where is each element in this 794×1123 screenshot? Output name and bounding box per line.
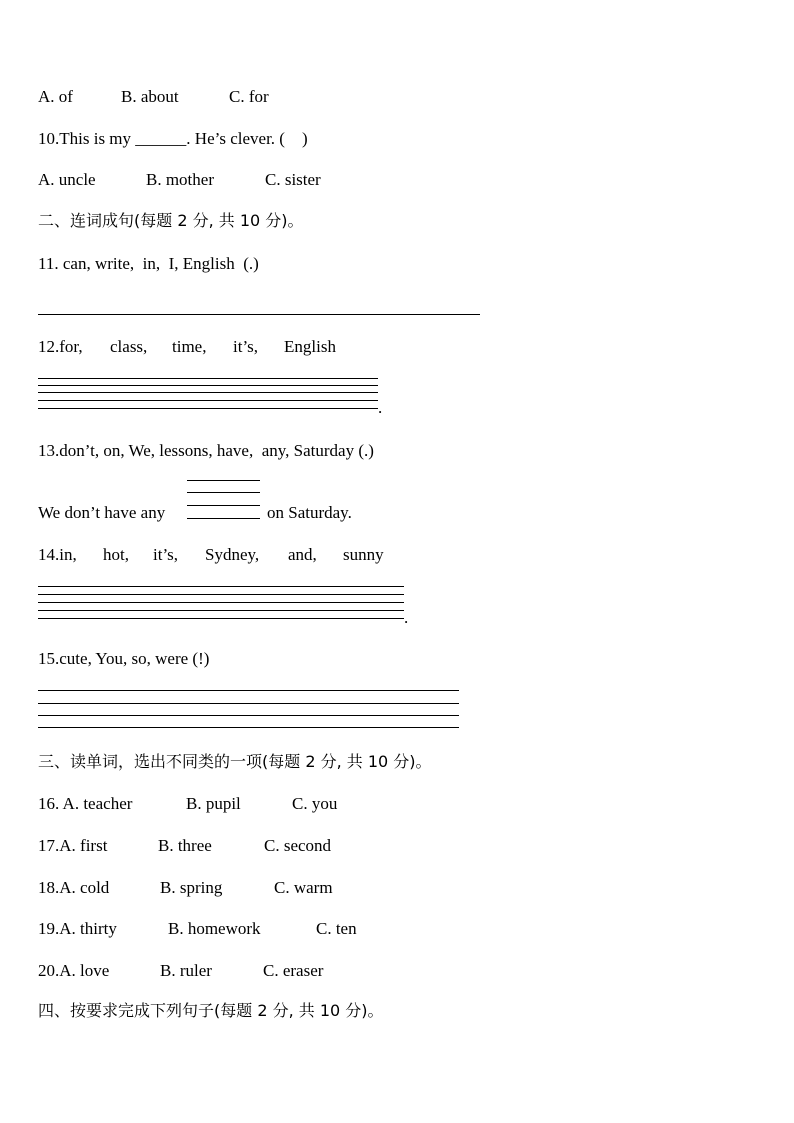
answer-line[interactable]: [38, 703, 459, 704]
answer-line[interactable]: [187, 492, 260, 493]
answer-line[interactable]: [187, 518, 260, 519]
q12-word: 12.for,: [38, 337, 83, 356]
q10-option-b: B. mother: [146, 170, 214, 189]
option-c: C. you: [292, 794, 338, 813]
option-c: C. ten: [316, 919, 357, 938]
q13-sentence-start: We don’t have any: [38, 503, 166, 522]
q9-option-b: B. about: [121, 87, 179, 106]
q13-sentence-end: on Saturday.: [267, 503, 352, 522]
answer-line[interactable]: [38, 385, 378, 386]
option-c: C. second: [264, 836, 332, 855]
section-3-heading: 三、读单词，选出不同类的一项(每题 2 分, 共 10 分)。: [38, 752, 432, 771]
q12-end-mark: .: [378, 398, 383, 417]
q12-word: it’s,: [233, 337, 259, 356]
answer-line[interactable]: [187, 505, 260, 506]
q12-word: English: [284, 337, 336, 356]
option-b: B. homework: [168, 919, 261, 938]
q14-word: Sydney,: [205, 545, 260, 564]
q11-answer-line[interactable]: [38, 314, 480, 315]
section-2-heading: 二、连词成句(每题 2 分, 共 10 分)。: [38, 211, 304, 230]
answer-line[interactable]: [38, 727, 459, 728]
option-c: C. warm: [274, 878, 333, 897]
answer-line[interactable]: [38, 602, 404, 603]
option-a: 18.A. cold: [38, 878, 110, 897]
option-b: B. spring: [160, 878, 223, 897]
option-b: B. three: [158, 836, 212, 855]
q14-end-mark: .: [404, 608, 409, 627]
q14-word: and,: [288, 545, 317, 564]
answer-line[interactable]: [38, 586, 404, 587]
q10-option-a: A. uncle: [38, 170, 96, 189]
q14-word: 14.in,: [38, 545, 77, 564]
option-a: 20.A. love: [38, 961, 110, 980]
answer-line[interactable]: [38, 594, 404, 595]
option-b: B. ruler: [160, 961, 212, 980]
q15-prompt: 15.cute, You, so, were (!): [38, 649, 210, 668]
q13-prompt: 13.don’t, on, We, lessons, have, any, Saturday (.): [38, 441, 374, 460]
option-a: 16. A. teacher: [38, 794, 133, 813]
q10-prefix: 10.This is my: [38, 129, 136, 148]
answer-line[interactable]: [187, 480, 260, 481]
q11-prompt: 11. can, write, in, I, English (.): [38, 254, 259, 273]
q12-word: class,: [110, 337, 148, 356]
option-a: 19.A. thirty: [38, 919, 117, 938]
answer-line[interactable]: [38, 690, 459, 691]
q10-option-c: C. sister: [265, 170, 321, 189]
q14-word: hot,: [103, 545, 129, 564]
q9-option-c: C. for: [229, 87, 269, 106]
q10-suffix: . He’s clever. ( ): [186, 129, 308, 148]
option-a: 17.A. first: [38, 836, 108, 855]
q14-word: it’s,: [153, 545, 179, 564]
option-b: B. pupil: [186, 794, 241, 813]
q10-blank[interactable]: ______: [135, 129, 187, 148]
q10-question: [38, 129, 308, 149]
answer-line[interactable]: [38, 392, 378, 393]
answer-line[interactable]: [38, 408, 378, 409]
answer-line[interactable]: [38, 618, 404, 619]
answer-line[interactable]: [38, 610, 404, 611]
section-4-heading: 四、按要求完成下列句子(每题 2 分, 共 10 分)。: [38, 1001, 384, 1020]
q12-word: time,: [172, 337, 207, 356]
q9-option-a: A. of: [38, 87, 73, 106]
answer-line[interactable]: [38, 715, 459, 716]
q14-word: sunny: [343, 545, 384, 564]
answer-line[interactable]: [38, 378, 378, 379]
option-c: C. eraser: [263, 961, 324, 980]
answer-line[interactable]: [38, 400, 378, 401]
